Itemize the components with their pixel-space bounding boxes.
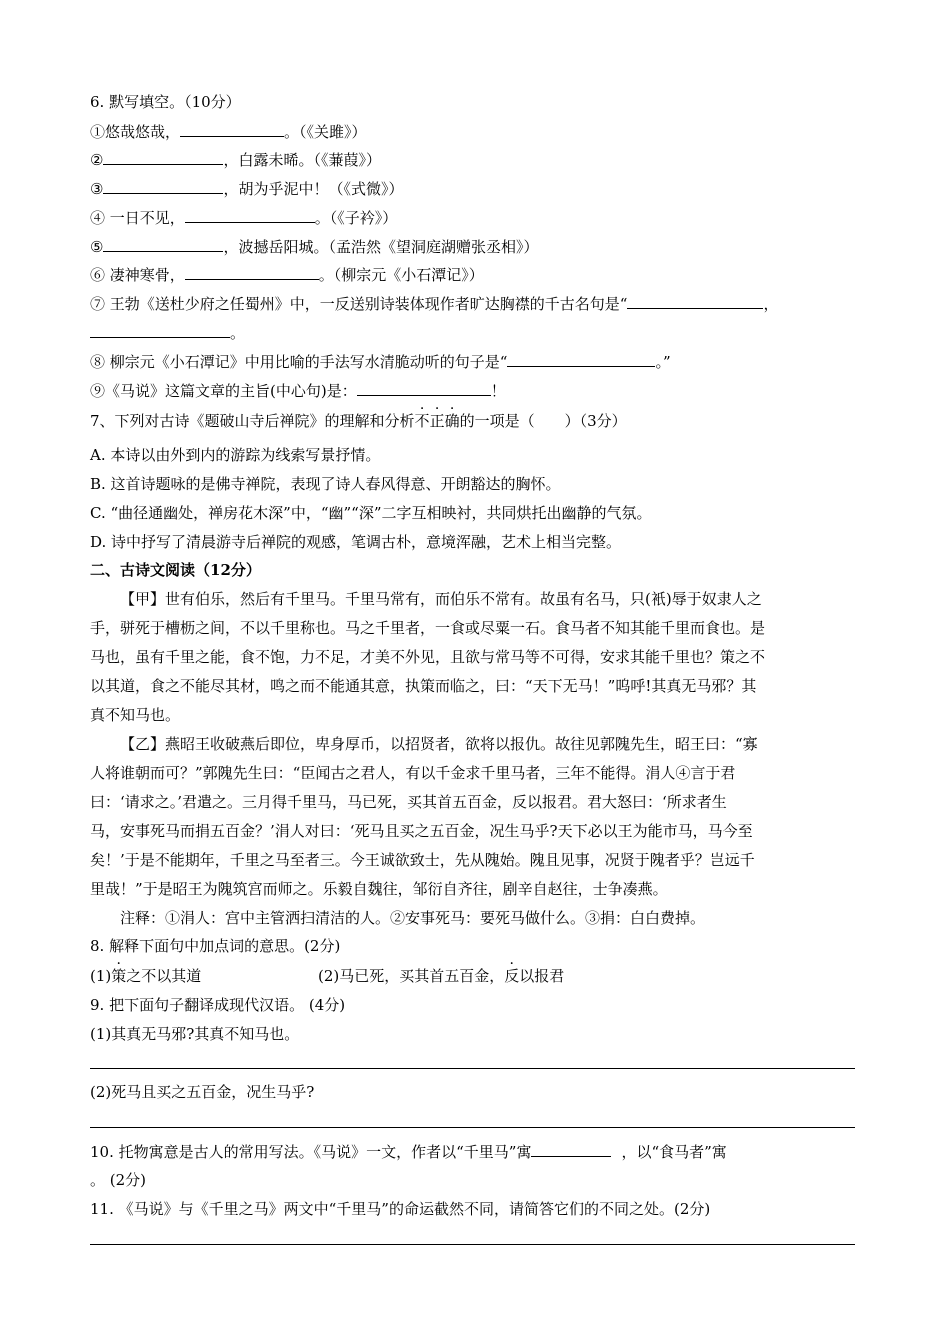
q6-item-7: ⑦ 王勃《送杜少府之任蜀州》中，一反送别诗装体现作者旷达胸襟的千古名句是“ ， — [90, 295, 779, 313]
q6-item-2: ② ，白露未晞。（《蒹葭》） — [90, 151, 381, 169]
emphasis-dot-char: 不 — [414, 412, 430, 430]
section-heading: 二、古诗文阅读（12分） — [90, 561, 261, 579]
q8-sentence-2: (2)马已死，买其首五百金，反以报君 — [318, 967, 565, 985]
answer-line[interactable] — [90, 1127, 855, 1128]
q8-sentence-1: (1)策之不以其道 — [90, 967, 202, 985]
q6-item-7-cont: 。 — [90, 322, 245, 343]
emphasis-dot-char: 正 — [429, 412, 445, 430]
passage-yi-line: 里哉！”于是昭王为隗筑宫而师之。乐毅自魏往，邹衍自齐往，剧辛自赵往，士争凑燕。 — [90, 880, 668, 898]
answer-blank[interactable] — [103, 178, 223, 194]
dotted-word: 反 — [504, 967, 520, 985]
dotted-word: 策 — [111, 967, 127, 985]
q7-option-a: A. 本诗以由外到内的游踪为线索写景抒情。 — [90, 446, 381, 464]
answer-blank[interactable] — [103, 149, 223, 165]
annotation: 注释：①涓人：宫中主管洒扫清洁的人。②安事死马：要死马做什么。③捐：白白费掉。 — [120, 909, 706, 927]
q9-title: 9. 把下面句子翻译成现代汉语。 (4分) — [90, 996, 346, 1014]
passage-yi-line: 矣！’于是不能期年，千里之马至者三。今王诚欲致士，先从隗始。隗且见事，况贤于隗者乎？岂远千 — [90, 851, 755, 869]
passage-jia-line: 以其道，食之不能尽其材，鸣之而不能通其意，执策而临之，曰：“天下无马！”呜呼!其真无马邪？其 — [90, 677, 757, 695]
answer-blank[interactable] — [185, 264, 319, 280]
emphasis-dot-char: 确 — [444, 412, 460, 430]
q11-title: 11. 《马说》与《千里之马》两文中“千里马”的命运截然不同，请简答它们的不同之处。(2分) — [90, 1200, 711, 1218]
passage-yi-line: 【乙】燕昭王收破燕后即位，卑身厚币，以招贤者，欲将以报仇。故往见郭隗先生，昭王曰：“寡 — [120, 735, 758, 753]
answer-blank[interactable] — [90, 322, 230, 338]
q9-sentence-1: (1)其真无马邪?其真不知马也。 — [90, 1025, 300, 1043]
q7-option-d: D. 诗中抒写了清晨游寺后禅院的观感，笔调古朴，意境浑融，艺术上相当完整。 — [90, 533, 622, 551]
q6-item-4: ④ 一日不见， 。（《子衿》） — [90, 209, 398, 227]
passage-jia-line: 真不知马也。 — [90, 706, 181, 724]
answer-blank[interactable] — [180, 121, 284, 137]
answer-line[interactable] — [90, 1244, 855, 1245]
q7-option-b: B. 这首诗题咏的是佛寺禅院，表现了诗人春风得意、开朗豁达的胸怀。 — [90, 475, 561, 493]
passage-jia-line: 手，骈死于槽枥之间，不以千里称也。马之千里者，一食或尽粟一石。食马者不知其能千里而食也。是 — [90, 619, 766, 637]
q7-stem: 7、下列对古诗《题破山寺后禅院》的理解和分析不正确的一项是（ ）（3分） — [90, 412, 627, 430]
answer-blank[interactable] — [185, 207, 315, 223]
q7-option-c: C. “曲径通幽处，禅房花木深”中，“幽”“深”二字互相映衬，共同烘托出幽静的气氛。 — [90, 504, 652, 522]
q9-sentence-2: (2)死马且买之五百金，况生马乎? — [90, 1083, 315, 1101]
q8-title: 8. 解释下面句中加点词的意思。(2分) — [90, 937, 341, 955]
passage-yi-line: 人将谁朝而可？”郭隗先生曰：“臣闻古之君人，有以千金求千里马者，三年不能得。涓人④言于君 — [90, 764, 736, 782]
q10-line-1: 10. 托物寓意是古人的常用写法。《马说》一文，作者以“千里马”寓 ，以“食马者”寓 — [90, 1143, 727, 1161]
passage-yi-line: 马，安事死马而捐五百金？’涓人对曰：‘死马且买之五百金，况生马乎?天下必以王为能市马，马今至 — [90, 822, 753, 840]
answer-blank[interactable] — [531, 1141, 611, 1157]
q6-title: 6. 默写填空。（10分） — [90, 93, 241, 111]
q6-item-1: ①悠哉悠哉， 。（《关雎》） — [90, 123, 367, 141]
q6-item-9: ⑨《马说》这篇文章的主旨(中心句)是： ！ — [90, 382, 506, 400]
answer-blank[interactable] — [357, 380, 491, 396]
passage-jia-line: 马也，虽有千里之能，食不饱，力不足，才美不外见，且欲与常马等不可得，安求其能千里也？策之不 — [90, 648, 766, 666]
emphasis-dots — [415, 412, 460, 430]
q6-item-5: ⑤ ，波撼岳阳城。（孟浩然《望洞庭湖赠张丞相》） — [90, 238, 539, 256]
passage-yi-line: 曰：‘请求之。’君遣之。三月得千里马，马已死，买其首五百金，反以报君。君大怒曰：‘所求者生 — [90, 793, 727, 811]
answer-blank[interactable] — [507, 351, 655, 367]
passage-jia-line: 【甲】世有伯乐，然后有千里马。千里马常有，而伯乐不常有。故虽有名马，只(衹)辱于奴隶人之 — [120, 590, 762, 608]
answer-blank[interactable] — [627, 293, 763, 309]
q6-item-8: ⑧ 柳宗元《小石潭记》中用比喻的手法写水清脆动听的句子是“ 。” — [90, 353, 671, 371]
q10-line-2: 。 (2分) — [90, 1171, 147, 1189]
answer-blank[interactable] — [103, 236, 223, 252]
q6-item-6: ⑥ 凄神寒骨， 。（柳宗元《小石潭记》） — [90, 266, 484, 284]
answer-line[interactable] — [90, 1068, 855, 1069]
q6-item-3: ③ ，胡为乎泥中！（《式微》） — [90, 180, 404, 198]
